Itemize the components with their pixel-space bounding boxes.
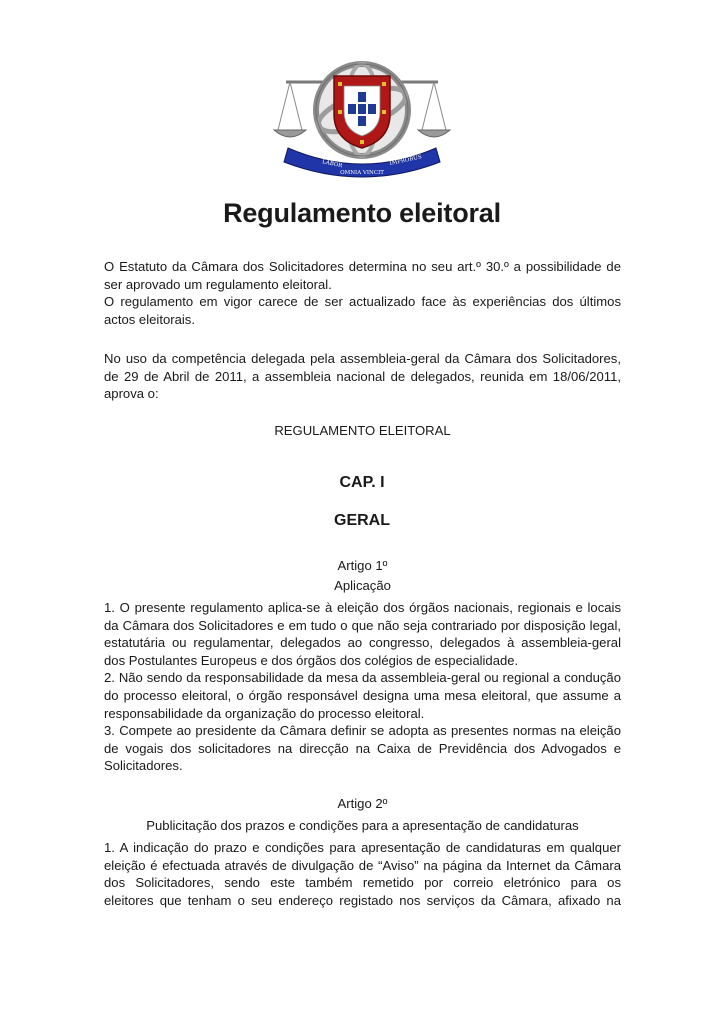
motto-right: IMPROBUS	[389, 154, 423, 167]
camara-solicitadores-logo	[272, 52, 452, 182]
article-2-line: 1. A indicação do prazo e condições para apresentação de candidaturas em qualquer	[104, 840, 621, 855]
article-2-number: Artigo 2º	[337, 796, 388, 811]
approval-line: aprova o:	[104, 386, 159, 402]
document-title: Regulamento eleitoral	[223, 198, 501, 228]
article-1-line: dos Postulantes Europeus e dos órgãos dos colégios de especialidade.	[104, 652, 519, 668]
chapter-heading: CAP. I	[339, 474, 385, 491]
article-1-body	[104, 599, 621, 775]
article-2-body	[104, 839, 621, 909]
article-2-heading: Publicitação dos prazos e condições para a apresentação de candidaturas	[146, 818, 579, 833]
intro-paragraph	[104, 258, 621, 328]
approval-paragraph	[104, 350, 621, 403]
motto-center: OMNIA VINCIT	[340, 170, 384, 176]
regulation-subtitle: REGULAMENTO ELEITORAL	[274, 423, 451, 438]
left-scale-pan	[274, 82, 306, 137]
intro-line: ser aprovado um regulamento eleitoral.	[104, 276, 332, 292]
article-1-number: Artigo 1º	[337, 558, 388, 573]
article-1-line: de vogais dos solicitadores na direcção na Caixa de Previdência dos Advogados e	[104, 740, 621, 756]
chapter-name: GERAL	[334, 512, 390, 529]
intro-line: actos eleitorais.	[104, 311, 195, 327]
motto-left: LABOR	[321, 159, 343, 170]
intro-line: O Estatuto da Câmara dos Solicitadores determina no seu art.º 30.º a possibilidade de	[104, 259, 621, 274]
article-1-line: da Câmara dos Solicitadores e em tudo o que não seja contrariado por disposição legal,	[104, 617, 621, 633]
article-1-line: 1. O presente regulamento aplica-se à eleição dos órgãos nacionais, regionais e locais	[104, 600, 621, 615]
article-1-heading: Aplicação	[334, 578, 391, 593]
approval-line: de 29 de Abril de 2011, a assembleia nacional de delegados, reunida em 18/06/2011,	[104, 368, 621, 384]
article-1-line: do processo eleitoral, o órgão responsável designa uma mesa eleitoral, que assume a	[104, 687, 621, 703]
article-2-line: eleição é efectuada através de divulgação de “Aviso” na página da Internet da Câmara	[104, 857, 621, 873]
article-2-line: eleitores que tenham o seu endereço registado nos serviços da Câmara, afixado na	[104, 892, 621, 908]
article-1-line: 3. Compete ao presidente da Câmara definir se adopta as presentes normas na eleição	[104, 723, 621, 739]
article-2-line: dos Solicitadores, sendo este também remetido por correio eletrónico para os	[104, 875, 621, 891]
article-1-line: responsabilidade da organização do processo eleitoral.	[104, 705, 425, 721]
approval-line: No uso da competência delegada pela assembleia-geral da Câmara dos Solicitadores,	[104, 351, 621, 366]
article-1-line: Solicitadores.	[104, 758, 183, 774]
article-1-line: 2. Não sendo da responsabilidade da mesa da assembleia-geral ou regional a condução	[104, 670, 621, 686]
article-1-line: estatutária ou regulamentar, delegados ao congresso, delegados à assembleia-geral	[104, 635, 621, 651]
intro-line: O regulamento em vigor carece de ser actualizado face às experiências dos últimos	[104, 294, 621, 310]
portuguese-shield-icon	[334, 76, 390, 148]
right-scale-pan	[418, 82, 450, 137]
